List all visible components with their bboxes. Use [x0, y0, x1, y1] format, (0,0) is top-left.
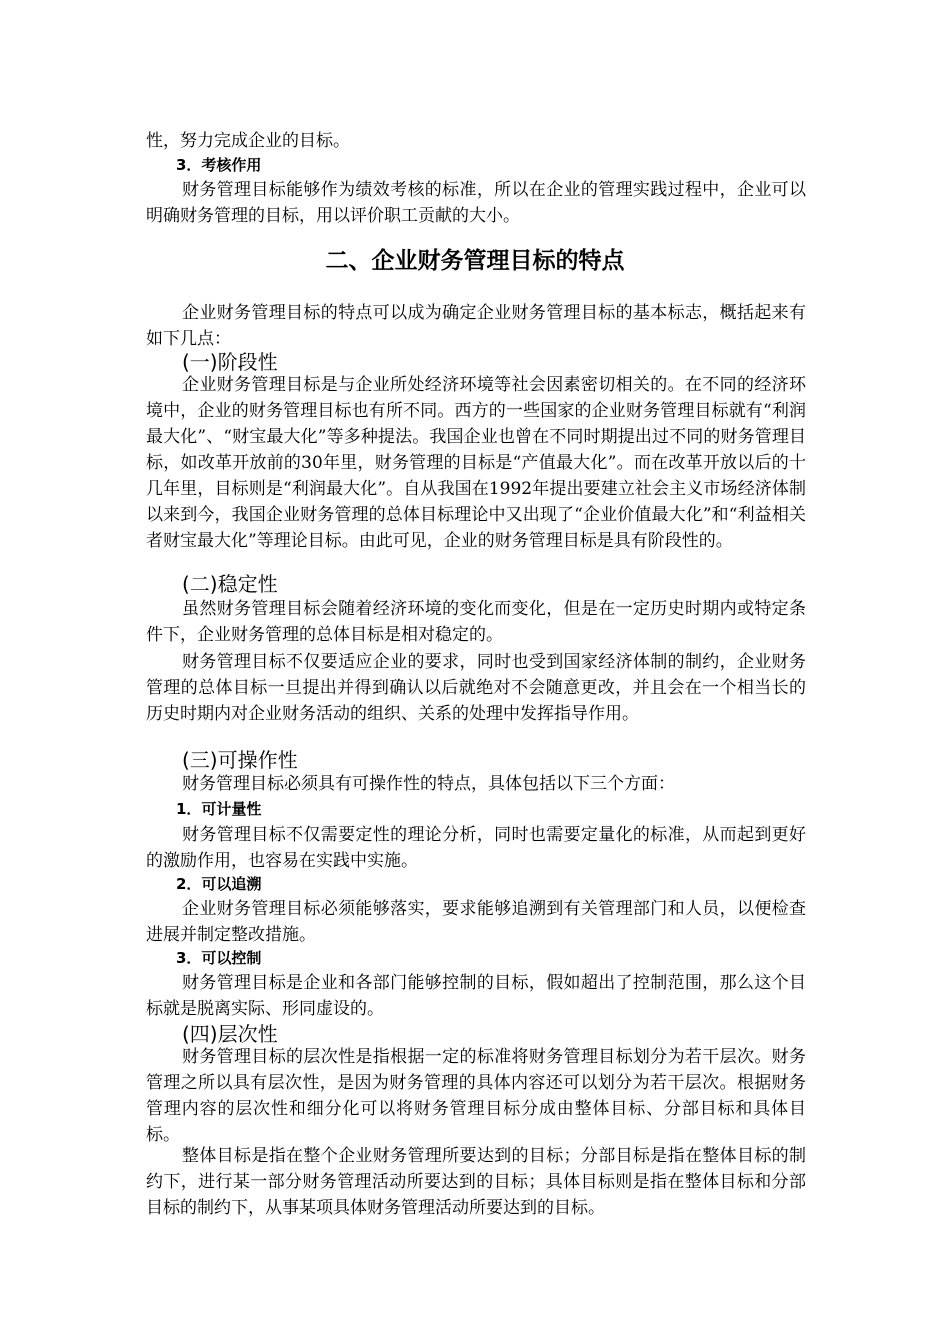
subheading-assessment: 3．考核作用	[176, 156, 262, 174]
paragraph-measurable: 财务管理目标不仅需要定性的理论分析，同时也需要定量化的标准，从而起到更好的激励作用，也容易在实践中实施。	[146, 825, 806, 871]
paragraph-traceable: 企业财务管理目标必须能够落实，要求能够追溯到有关管理部门和人员，以便检查进展并制定整改措施。	[146, 899, 806, 945]
paragraph-stability-2: 财务管理目标不仅要适应企业的要求，同时也受到国家经济体制的制约，企业财务管理的总体目标一旦提出并得到确认以后就绝对不会随意更改，并且会在一个相当长的历史时期内对企业财务活动的组织、关系的处理中发挥指导作用。	[146, 652, 806, 724]
section-title-hierarchy: (四)层次性	[182, 1022, 278, 1046]
paragraph-intro: 企业财务管理目标的特点可以成为确定企业财务管理目标的基本标志，概括起来有如下几点：	[146, 303, 806, 349]
section-title-operability: (三)可操作性	[182, 748, 298, 772]
paragraph-stability-1: 虽然财务管理目标会随着经济环境的变化而变化，但是在一定历史时期内或特定条件下，企业财务管理的总体目标是相对稳定的。	[146, 599, 806, 645]
section-heading: 二、企业财务管理目标的特点	[325, 248, 625, 274]
section-title-stability: (二)稳定性	[182, 572, 278, 596]
subheading-traceable: 2．可以追溯	[176, 875, 262, 893]
paragraph-continuation: 性，努力完成企业的目标。	[146, 131, 350, 151]
paragraph-hierarchy-1: 财务管理目标的层次性是指根据一定的标准将财务管理目标划分为若干层次。财务管理之所以具有层次性，是因为财务管理的具体内容还可以划分为若干层次。根据财务管理内容的层次性和细分化可以将财务管理目标分成由整体目标、分部目标和具体目标。	[146, 1047, 806, 1145]
paragraph-operability: 财务管理目标必须具有可操作性的特点，具体包括以下三个方面：	[182, 774, 675, 794]
paragraph-assessment: 财务管理目标能够作为绩效考核的标准，所以在企业的管理实践过程中，企业可以明确财务管理的目标，用以评价职工贡献的大小。	[146, 180, 806, 226]
paragraph-hierarchy-2: 整体目标是指在整个企业财务管理所要达到的目标；分部目标是指在整体目标的制约下，进行某一部分财务管理活动所要达到的目标；具体目标则是指在整体目标和分部目标的制约下，从事某项具体财务管理活动所要达到的目标。	[146, 1146, 806, 1218]
paragraph-controllable: 财务管理目标是企业和各部门能够控制的目标，假如超出了控制范围，那么这个目标就是脱离实际、形同虚设的。	[146, 973, 806, 1019]
section-title-stage: (一)阶段性	[182, 350, 278, 374]
subheading-measurable: 1．可计量性	[176, 800, 262, 818]
paragraph-stage: 企业财务管理目标是与企业所处经济环境等社会因素密切相关的。在不同的经济环境中，企业的财务管理目标也有所不同。西方的一些国家的企业财务管理目标就有“利润最大化”、“财宝最大化”等多种提法。我国企业也曾在不同时期提出过不同的财务管理目标，如改革开放前的30年里，财务管理的目标是“产值最大化”。而在改革开放以后的十几年里，目标则是“利润最大化”。自从我国在1992年提出要建立社会主义市场经济体制以来到今，我国企业财务管理的总体目标理论中又出现了“企业价值最大化”和“利益相关者财宝最大化”等理论目标。由此可见，企业的财务管理目标是具有阶段性的。	[146, 375, 806, 551]
subheading-controllable: 3．可以控制	[176, 949, 262, 967]
